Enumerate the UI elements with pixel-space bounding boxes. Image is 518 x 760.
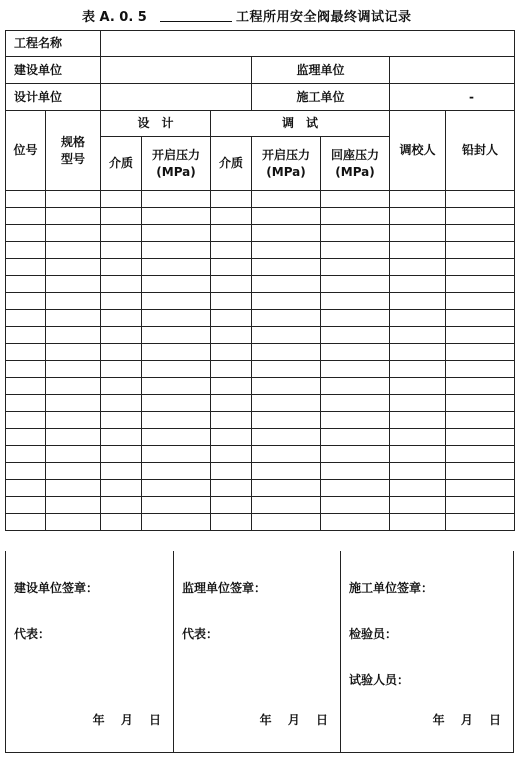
- table-cell[interactable]: [446, 310, 515, 327]
- table-cell[interactable]: [46, 293, 101, 310]
- design-medium-header: 介质: [101, 137, 142, 191]
- table-row: [6, 225, 515, 242]
- table-cell[interactable]: [321, 310, 390, 327]
- table-cell[interactable]: [142, 361, 211, 378]
- table-cell[interactable]: [390, 378, 446, 395]
- signature-date[interactable]: 年 月 日: [432, 713, 501, 727]
- table-cell[interactable]: [46, 412, 101, 429]
- table-cell[interactable]: [101, 395, 142, 412]
- open-pressure-unit: (MPa): [156, 164, 196, 179]
- table-cell[interactable]: [101, 361, 142, 378]
- table-row: [6, 191, 515, 208]
- table-cell[interactable]: [390, 310, 446, 327]
- table-cell[interactable]: [252, 463, 321, 480]
- table-cell[interactable]: [6, 361, 46, 378]
- table-cell[interactable]: [211, 293, 252, 310]
- table-cell[interactable]: [142, 395, 211, 412]
- open-pressure-label: 开启压力: [262, 148, 311, 163]
- table-cell[interactable]: [252, 293, 321, 310]
- table-cell[interactable]: [46, 276, 101, 293]
- table-cell[interactable]: [252, 395, 321, 412]
- table-cell[interactable]: [321, 463, 390, 480]
- table-cell[interactable]: [252, 208, 321, 225]
- table-cell[interactable]: [446, 463, 515, 480]
- table-cell[interactable]: [252, 225, 321, 242]
- table-cell[interactable]: [252, 344, 321, 361]
- table-cell[interactable]: [446, 446, 515, 463]
- table-cell[interactable]: [101, 463, 142, 480]
- page-title: [0, 6, 518, 26]
- signature-line[interactable]: 试验人员：: [349, 673, 410, 687]
- table-row: [6, 344, 515, 361]
- table-cell[interactable]: [390, 497, 446, 514]
- table-row: [6, 497, 515, 514]
- table-cell[interactable]: [390, 191, 446, 208]
- table-cell[interactable]: [46, 463, 101, 480]
- table-cell[interactable]: [252, 327, 321, 344]
- table-cell[interactable]: [321, 191, 390, 208]
- table-cell[interactable]: [142, 327, 211, 344]
- table-cell[interactable]: [321, 276, 390, 293]
- table-cell[interactable]: [390, 225, 446, 242]
- title-blank-line: [160, 21, 232, 22]
- table-cell[interactable]: [321, 208, 390, 225]
- table-cell[interactable]: [446, 412, 515, 429]
- table-cell[interactable]: [6, 344, 46, 361]
- table-cell[interactable]: [211, 497, 252, 514]
- table-cell[interactable]: [390, 327, 446, 344]
- table-cell[interactable]: [446, 344, 515, 361]
- table-cell[interactable]: [101, 242, 142, 259]
- table-cell[interactable]: [446, 395, 515, 412]
- table-row: [6, 276, 515, 293]
- table-cell[interactable]: [101, 191, 142, 208]
- table-cell[interactable]: [446, 225, 515, 242]
- table-cell[interactable]: [6, 310, 46, 327]
- table-cell[interactable]: [211, 514, 252, 531]
- table-row: [6, 361, 515, 378]
- table-cell[interactable]: [252, 480, 321, 497]
- table-cell[interactable]: [390, 412, 446, 429]
- signature-date[interactable]: 年 月 日: [259, 713, 328, 727]
- table-cell[interactable]: [446, 361, 515, 378]
- table-cell[interactable]: [390, 480, 446, 497]
- record-table: [5, 30, 515, 531]
- table-cell[interactable]: [211, 361, 252, 378]
- construction-unit-field[interactable]: [101, 57, 252, 84]
- signature-block: [173, 551, 340, 752]
- table-cell[interactable]: [46, 191, 101, 208]
- table-cell[interactable]: [211, 310, 252, 327]
- table-cell[interactable]: [101, 497, 142, 514]
- table-cell[interactable]: [142, 446, 211, 463]
- signature-line[interactable]: 检验员：: [349, 627, 398, 641]
- table-row: [6, 463, 515, 480]
- table-cell[interactable]: [46, 514, 101, 531]
- table-cell[interactable]: [321, 378, 390, 395]
- table-cell[interactable]: [390, 242, 446, 259]
- table-row: [6, 480, 515, 497]
- table-cell[interactable]: [321, 293, 390, 310]
- reseat-pressure-unit: (MPa): [335, 164, 375, 179]
- signature-line[interactable]: 代表：: [14, 627, 51, 641]
- table-cell[interactable]: [46, 259, 101, 276]
- table-cell[interactable]: [46, 429, 101, 446]
- table-cell[interactable]: [101, 429, 142, 446]
- table-cell[interactable]: [390, 463, 446, 480]
- table-cell[interactable]: [142, 412, 211, 429]
- table-cell[interactable]: [6, 395, 46, 412]
- table-cell[interactable]: [211, 463, 252, 480]
- table-cell[interactable]: [446, 293, 515, 310]
- table-cell[interactable]: [446, 242, 515, 259]
- table-cell[interactable]: [46, 378, 101, 395]
- table-cell[interactable]: [446, 191, 515, 208]
- table-row: [6, 242, 515, 259]
- table-cell[interactable]: [446, 327, 515, 344]
- table-cell[interactable]: [252, 191, 321, 208]
- table-cell[interactable]: [252, 276, 321, 293]
- table-cell[interactable]: [6, 446, 46, 463]
- table-cell[interactable]: [211, 225, 252, 242]
- table-cell[interactable]: [252, 259, 321, 276]
- table-cell[interactable]: [252, 514, 321, 531]
- table-cell[interactable]: [142, 242, 211, 259]
- table-cell[interactable]: [6, 293, 46, 310]
- col-sealer-header: 铅封人: [446, 111, 515, 191]
- table-cell[interactable]: [142, 463, 211, 480]
- table-cell[interactable]: [211, 259, 252, 276]
- table-cell[interactable]: [211, 208, 252, 225]
- design-unit-label: 设计单位: [6, 84, 101, 111]
- table-cell[interactable]: [446, 208, 515, 225]
- table-cell[interactable]: [321, 327, 390, 344]
- table-cell[interactable]: [211, 191, 252, 208]
- table-row: [6, 259, 515, 276]
- debug-reseat-pressure-header: [321, 137, 390, 191]
- supervision-unit-label: 监理单位: [252, 57, 390, 84]
- debug-group-header: 调 试: [211, 111, 390, 137]
- table-cell[interactable]: [101, 225, 142, 242]
- project-name-field[interactable]: [101, 31, 515, 57]
- signature-block: [6, 551, 173, 752]
- table-cell[interactable]: [46, 225, 101, 242]
- table-cell[interactable]: [101, 276, 142, 293]
- table-cell[interactable]: [6, 480, 46, 497]
- table-cell[interactable]: [142, 310, 211, 327]
- table-cell[interactable]: [252, 242, 321, 259]
- open-pressure-label: 开启压力: [152, 148, 201, 163]
- project-name-label: 工程名称: [6, 31, 101, 57]
- table-cell[interactable]: [6, 242, 46, 259]
- table-row: [6, 310, 515, 327]
- table-cell[interactable]: [321, 242, 390, 259]
- signature-line[interactable]: 施工单位签章：: [349, 581, 434, 595]
- table-cell[interactable]: [252, 378, 321, 395]
- table-cell[interactable]: [252, 446, 321, 463]
- table-cell[interactable]: [46, 327, 101, 344]
- table-cell[interactable]: [211, 378, 252, 395]
- table-cell[interactable]: [101, 378, 142, 395]
- table-row: [6, 208, 515, 225]
- table-cell[interactable]: [321, 225, 390, 242]
- signature-line[interactable]: 监理单位签章：: [182, 581, 267, 595]
- table-cell[interactable]: [142, 344, 211, 361]
- col-position-header: 位号: [6, 111, 46, 191]
- table-cell[interactable]: [321, 446, 390, 463]
- table-cell[interactable]: [6, 412, 46, 429]
- table-cell[interactable]: [321, 480, 390, 497]
- spec-label: 规格: [61, 135, 86, 150]
- signature-area: [5, 551, 514, 753]
- table-cell[interactable]: [46, 310, 101, 327]
- table-cell[interactable]: [321, 361, 390, 378]
- table-cell[interactable]: [321, 344, 390, 361]
- table-cell[interactable]: [390, 208, 446, 225]
- table-cell[interactable]: [142, 225, 211, 242]
- table-cell[interactable]: [211, 395, 252, 412]
- table-cell[interactable]: [321, 395, 390, 412]
- table-cell[interactable]: [390, 344, 446, 361]
- table-cell[interactable]: [211, 276, 252, 293]
- model-label: 型号: [61, 151, 86, 166]
- table-row: [6, 293, 515, 310]
- supervision-unit-field[interactable]: [390, 57, 515, 84]
- table-cell[interactable]: [101, 514, 142, 531]
- table-row: [6, 446, 515, 463]
- builder-unit-label: 施工单位: [252, 84, 390, 111]
- table-cell[interactable]: [6, 208, 46, 225]
- table-cell[interactable]: [321, 497, 390, 514]
- table-cell[interactable]: [390, 395, 446, 412]
- design-unit-field[interactable]: [101, 84, 252, 111]
- table-cell[interactable]: [101, 208, 142, 225]
- table-row: [6, 378, 515, 395]
- table-cell[interactable]: [46, 480, 101, 497]
- table-cell[interactable]: [142, 208, 211, 225]
- table-cell[interactable]: [211, 480, 252, 497]
- table-cell[interactable]: [6, 259, 46, 276]
- col-spec-model-header: [46, 111, 101, 191]
- table-cell[interactable]: [446, 259, 515, 276]
- design-group-header: 设 计: [101, 111, 211, 137]
- table-cell[interactable]: [252, 361, 321, 378]
- table-cell[interactable]: [211, 242, 252, 259]
- table-cell[interactable]: [101, 310, 142, 327]
- table-cell[interactable]: [101, 259, 142, 276]
- table-cell[interactable]: [46, 446, 101, 463]
- signature-line[interactable]: 代表：: [182, 627, 219, 641]
- table-cell[interactable]: [6, 327, 46, 344]
- col-debugger-header: 调校人: [390, 111, 446, 191]
- table-cell[interactable]: [6, 191, 46, 208]
- table-row: [6, 327, 515, 344]
- table-cell[interactable]: [142, 259, 211, 276]
- table-cell[interactable]: [211, 446, 252, 463]
- table-cell[interactable]: [390, 514, 446, 531]
- table-cell[interactable]: [321, 259, 390, 276]
- table-cell[interactable]: [446, 497, 515, 514]
- table-cell[interactable]: [46, 497, 101, 514]
- construction-unit-label: 建设单位: [6, 57, 101, 84]
- reseat-pressure-label: 回座压力: [331, 148, 380, 163]
- table-cell[interactable]: [101, 327, 142, 344]
- table-cell[interactable]: [142, 276, 211, 293]
- table-cell[interactable]: [6, 429, 46, 446]
- table-cell[interactable]: [6, 276, 46, 293]
- table-cell[interactable]: [252, 412, 321, 429]
- table-cell[interactable]: [390, 259, 446, 276]
- table-cell[interactable]: [6, 378, 46, 395]
- table-cell[interactable]: [252, 310, 321, 327]
- table-cell[interactable]: [101, 412, 142, 429]
- table-code: 表 A. 0. 5: [82, 10, 147, 25]
- open-pressure-unit: (MPa): [266, 164, 306, 179]
- signature-line[interactable]: 建设单位签章：: [14, 581, 99, 595]
- table-row: [6, 514, 515, 531]
- table-cell[interactable]: [46, 344, 101, 361]
- table-cell[interactable]: [390, 429, 446, 446]
- table-cell[interactable]: [321, 412, 390, 429]
- debug-medium-header: 介质: [211, 137, 252, 191]
- table-cell[interactable]: [446, 514, 515, 531]
- table-cell[interactable]: [101, 344, 142, 361]
- table-cell[interactable]: [46, 361, 101, 378]
- table-row: [6, 412, 515, 429]
- table-cell[interactable]: [142, 480, 211, 497]
- signature-block: [340, 551, 513, 752]
- design-open-pressure-header: [142, 137, 211, 191]
- table-cell[interactable]: [446, 276, 515, 293]
- table-cell[interactable]: [46, 395, 101, 412]
- table-cell[interactable]: [390, 293, 446, 310]
- table-cell[interactable]: [390, 276, 446, 293]
- table-cell[interactable]: [101, 446, 142, 463]
- table-cell[interactable]: [6, 514, 46, 531]
- table-cell[interactable]: [252, 497, 321, 514]
- table-cell[interactable]: [321, 514, 390, 531]
- table-cell[interactable]: [46, 242, 101, 259]
- table-cell[interactable]: [211, 327, 252, 344]
- table-cell[interactable]: [142, 429, 211, 446]
- table-cell[interactable]: [211, 412, 252, 429]
- table-title: 工程所用安全阀最终调试记录: [236, 10, 412, 25]
- table-cell[interactable]: [46, 208, 101, 225]
- table-cell[interactable]: [101, 293, 142, 310]
- table-cell[interactable]: [211, 344, 252, 361]
- table-cell[interactable]: [6, 497, 46, 514]
- debug-open-pressure-header: [252, 137, 321, 191]
- table-cell[interactable]: [142, 497, 211, 514]
- table-cell[interactable]: [142, 191, 211, 208]
- table-cell[interactable]: [142, 378, 211, 395]
- table-row: [6, 395, 515, 412]
- table-cell[interactable]: [446, 429, 515, 446]
- table-cell[interactable]: [390, 361, 446, 378]
- signature-date[interactable]: 年 月 日: [92, 713, 161, 727]
- builder-unit-field[interactable]: -: [390, 84, 515, 111]
- table-cell[interactable]: [6, 225, 46, 242]
- table-cell[interactable]: [101, 480, 142, 497]
- table-cell[interactable]: [211, 429, 252, 446]
- table-row: [6, 429, 515, 446]
- table-cell[interactable]: [252, 429, 321, 446]
- table-cell[interactable]: [446, 480, 515, 497]
- table-cell[interactable]: [142, 514, 211, 531]
- data-rows: [6, 191, 515, 531]
- table-cell[interactable]: [142, 293, 211, 310]
- table-cell[interactable]: [321, 429, 390, 446]
- table-cell[interactable]: [390, 446, 446, 463]
- table-cell[interactable]: [446, 378, 515, 395]
- table-cell[interactable]: [6, 463, 46, 480]
